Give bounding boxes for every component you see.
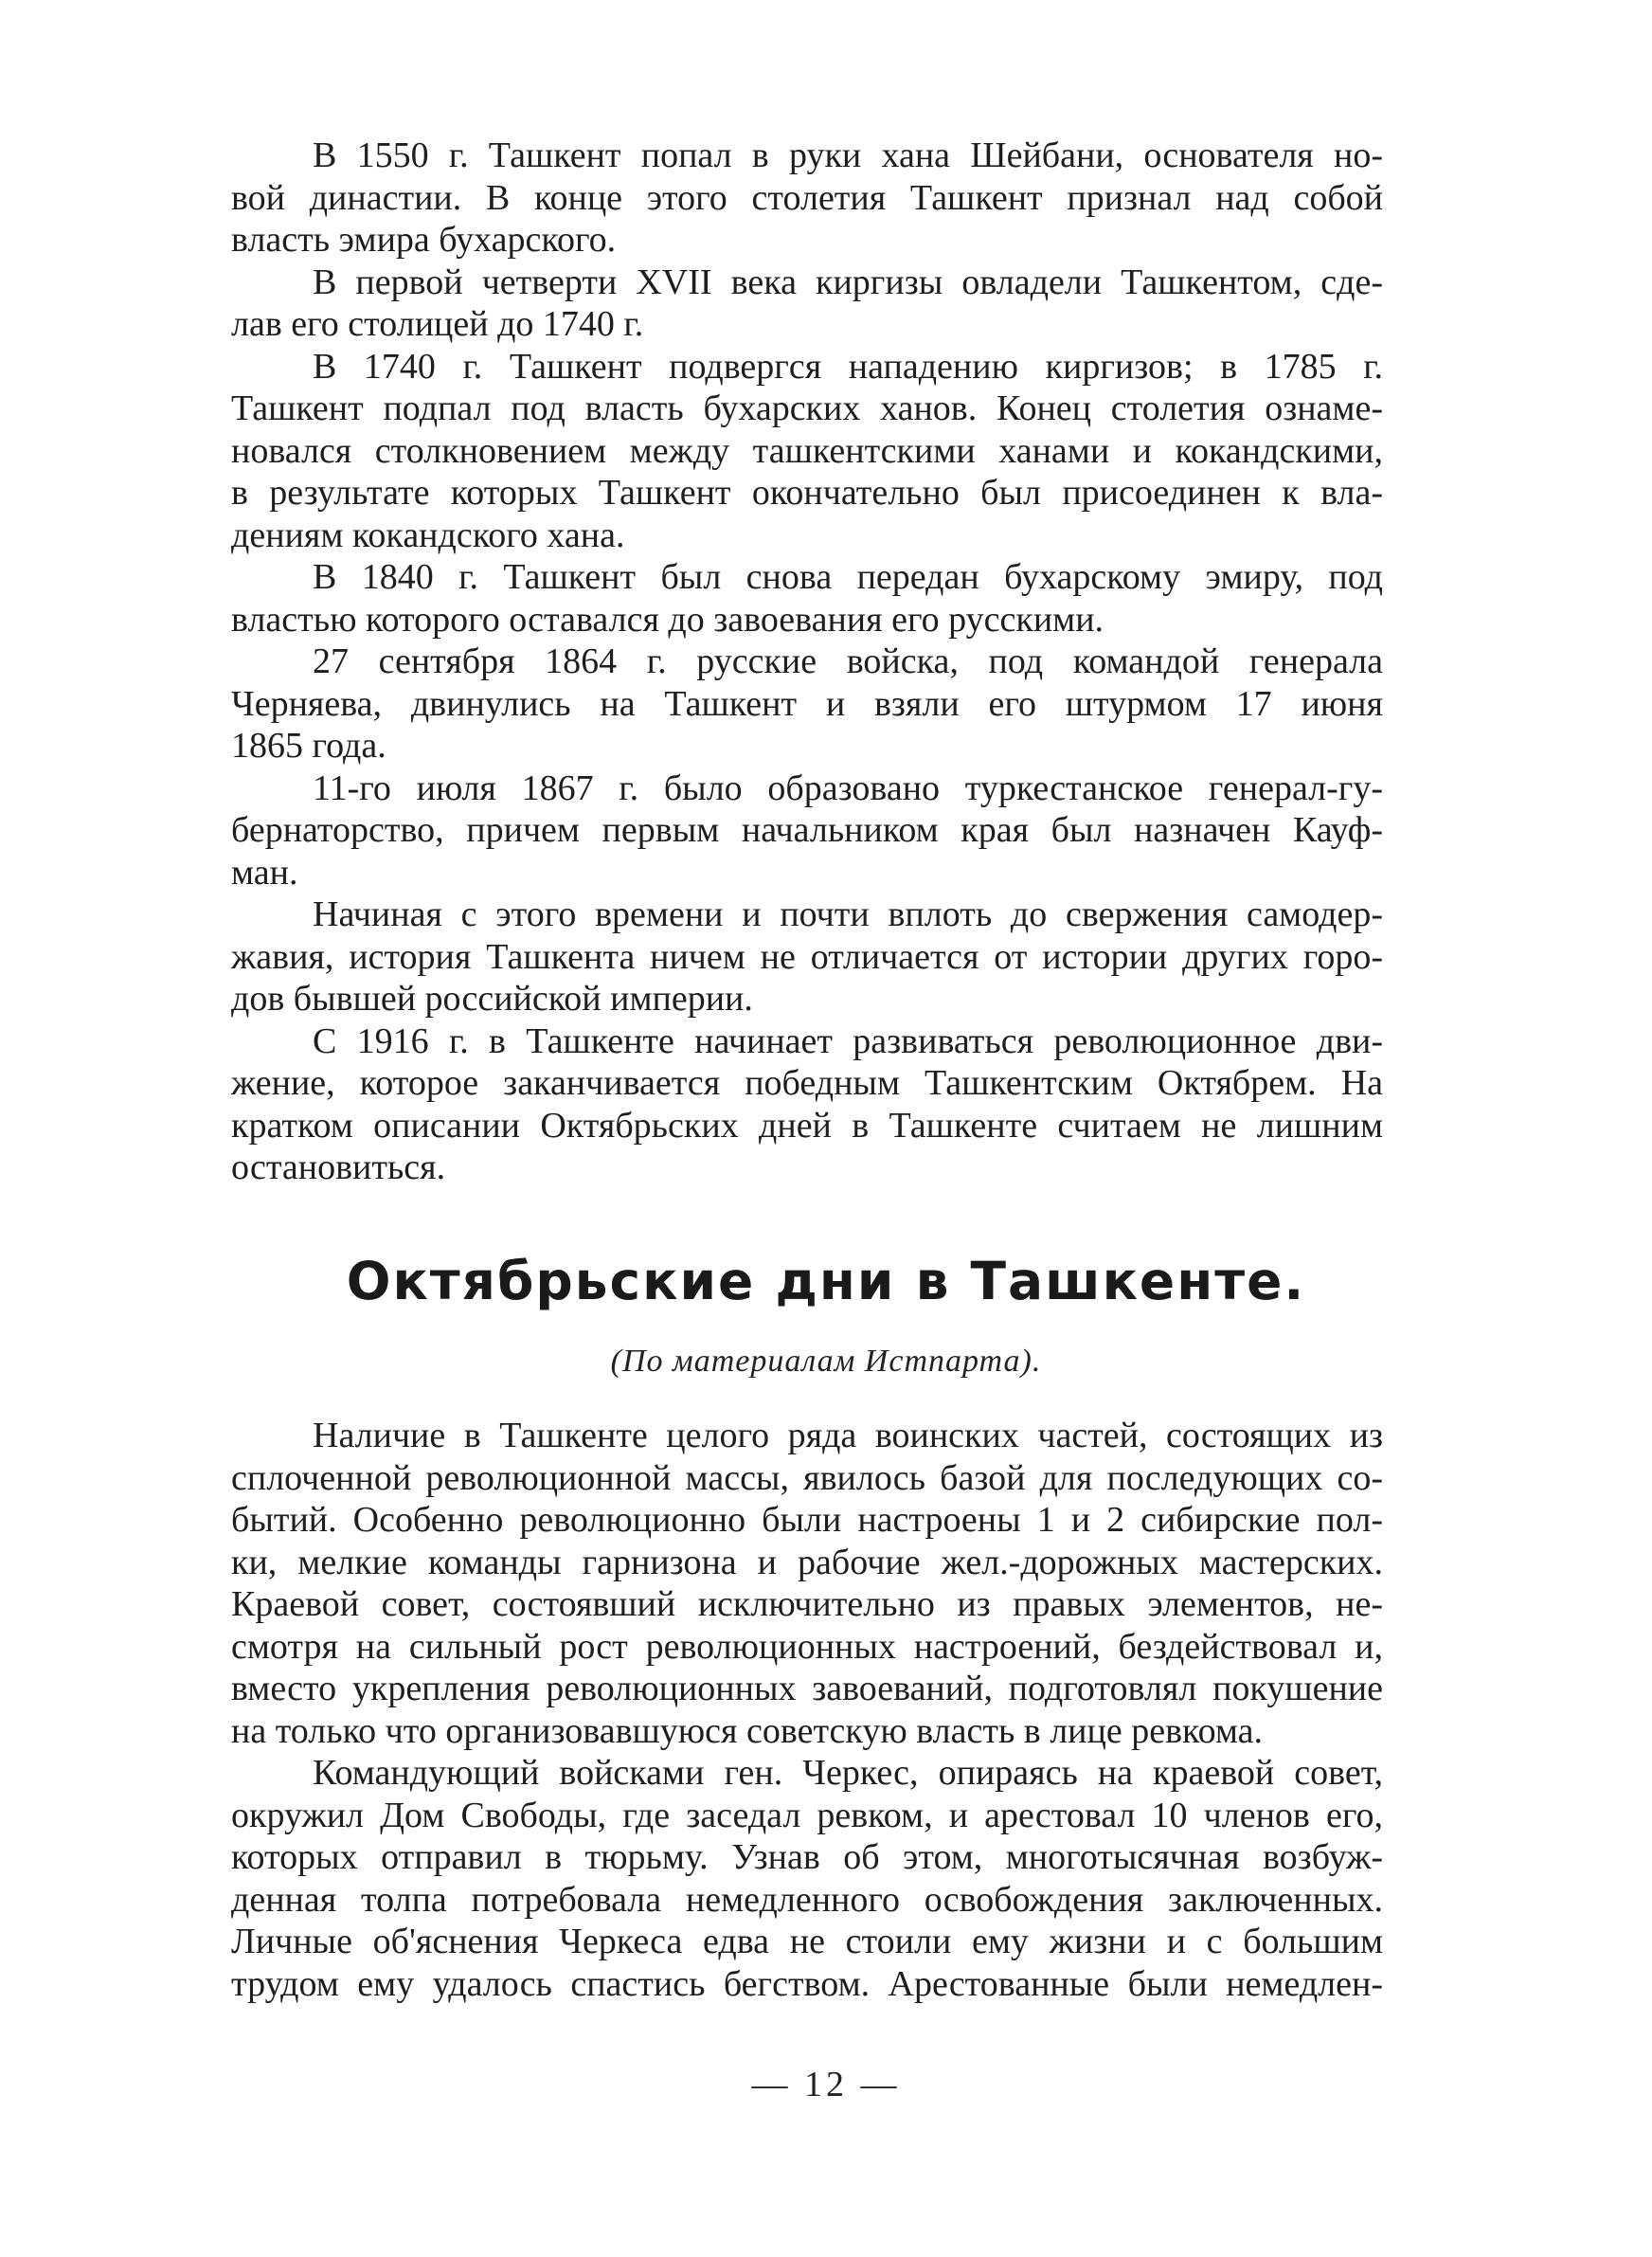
text-line: Черняева, двинулись на Ташкент и взяли его штурмом 17 июня	[231, 683, 1383, 724]
paragraph-1550	[231, 135, 1383, 177]
text-line: Наличие в Ташкенте целого ряда воинских частей, состоящих из	[313, 1416, 1383, 1455]
text-line: 1865 года.	[231, 726, 386, 766]
text-line: окружил Дом Свободы, где заседал ревком, и арестовал 10 членов его,	[231, 1795, 1383, 1835]
text-line: Командующий войсками ген. Черкес, опираясь на краевой совет,	[313, 1753, 1383, 1793]
text-line: Начиная с этого времени и почти вплоть до свержения самодер-	[313, 894, 1383, 934]
page-number: — 12 —	[751, 2065, 901, 2104]
text-line: В 1840 г. Ташкент был снова передан бухарскому эмиру, под	[313, 557, 1383, 597]
text-line: В 1740 г. Ташкент подвергся нападению киргизов; в 1785 г.	[313, 346, 1383, 387]
text-line: кратком описании Октябрьских дней в Ташкенте считаем не лишним	[231, 1105, 1383, 1146]
text-line: сплоченной революционной массы, явилось базой для последующих со-	[231, 1457, 1383, 1498]
text-line: ман.	[231, 852, 298, 893]
text-line: денная толпа потребовала немедленного освобождения заключенных.	[231, 1879, 1383, 1920]
text-line: новался столкновением между ташкентскими ханами и кокандскими,	[231, 430, 1383, 471]
text-line: жение, которое заканчивается победным Ташкентским Октябрем. На	[231, 1063, 1383, 1103]
text-line: на только что организовавшуюся советскую власть в лице ревкома.	[231, 1710, 1263, 1751]
text-line: вместо укрепления революционных завоеваний, подготовлял покушение	[231, 1669, 1383, 1708]
text-line: смотря на сильный рост революционных настроений, бездействовал и,	[231, 1626, 1383, 1667]
text-line: дов бывшей российской империи.	[231, 979, 753, 1019]
text-line: В 1550 г. Ташкент попал в руки хана Шейбани, основателя но-	[313, 135, 1383, 175]
text-line: дениям кокандского хана.	[231, 515, 625, 555]
text-line: С 1916 г. в Ташкенте начинает развиваться революционное дви-	[313, 1020, 1383, 1061]
text-line: остановиться.	[231, 1147, 446, 1187]
text-line: которых отправил в тюрьму. Узнав об этом, многотысячная возбуж-	[231, 1837, 1383, 1877]
text-line: трудом ему удалось спастись бегством. Арестованные были немедлен-	[231, 1963, 1383, 2004]
text-line: лав его столицей до 1740 г.	[231, 304, 644, 344]
text-line: В первой четверти XVII века киргизы овладели Ташкентом, сде-	[313, 262, 1383, 302]
text-line: властью которого оставался до завоевания его русскими.	[231, 599, 1104, 640]
text-line: жавия, история Ташкента ничем не отличается от истории других горо-	[231, 936, 1383, 977]
text-line: власть эмира бухарского.	[231, 220, 617, 260]
text-line: в результате которых Ташкент окончательно был присоединен к вла-	[231, 473, 1383, 513]
text-line: ки, мелкие команды гарнизона и рабочие жел.-дорожных мастерских.	[231, 1542, 1383, 1582]
text-line: 11-го июля 1867 г. было образовано туркестанское генерал-гу-	[313, 767, 1383, 808]
text-line: Личные об'яснения Черкеса едва не стоили ему жизни и с большим	[231, 1922, 1383, 1961]
text-line: 27 сентября 1864 г. русские войска, под командой генерала	[313, 641, 1383, 681]
text-line: бытий. Особенно революционно были настроены 1 и 2 сибирские пол-	[231, 1500, 1383, 1540]
section-heading: Октябрьские дни в Ташкенте.	[346, 1251, 1306, 1311]
text-line: бернаторство, причем первым начальником края был назначен Кауф-	[231, 810, 1383, 850]
text-line: Краевой совет, состоявший исключительно из правых элементов, не-	[231, 1584, 1383, 1624]
text-line: Ташкент подпал под власть бухарских ханов. Конец столетия ознаме-	[231, 388, 1383, 428]
history-section	[231, 135, 1383, 1189]
section-subheading: (По материалам Истпарта).	[610, 1344, 1042, 1379]
text-line: вой династии. В конце этого столетия Ташкент признал над собой	[231, 177, 1383, 218]
october-section	[231, 1415, 1383, 2005]
